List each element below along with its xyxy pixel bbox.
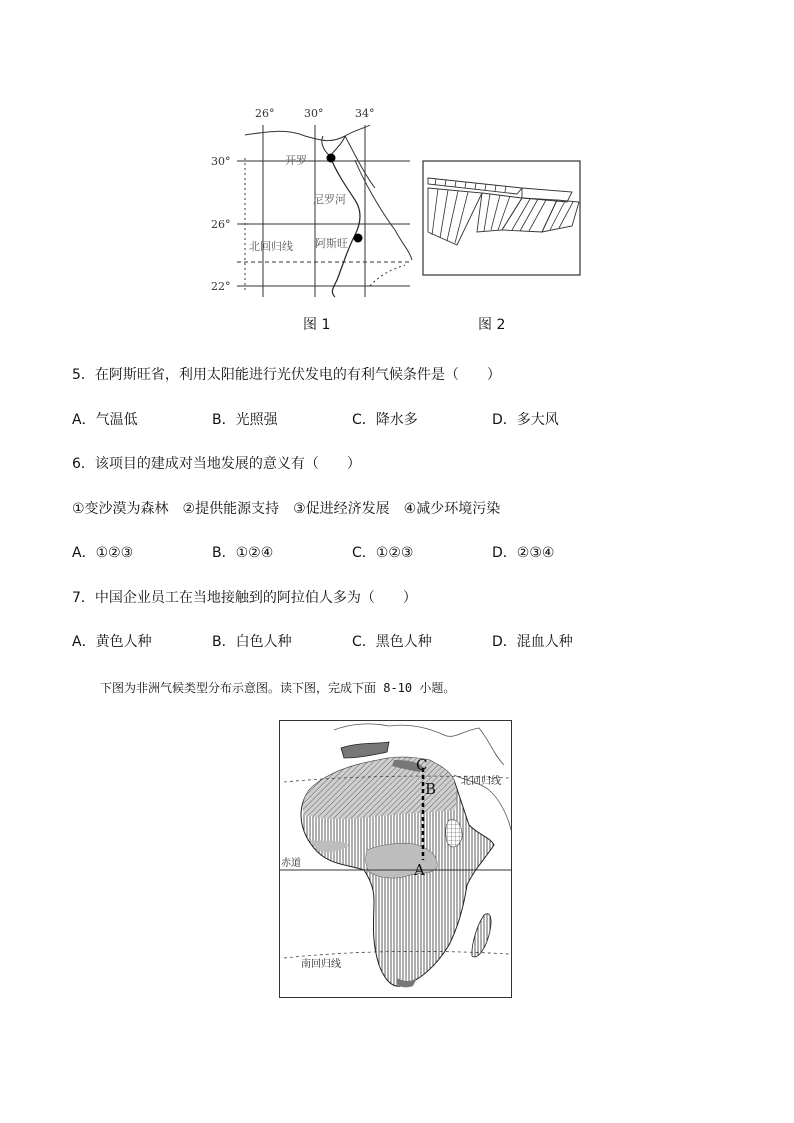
- lat-label-30: 30°: [211, 155, 231, 168]
- equator-label: 赤道: [281, 858, 301, 869]
- figure2-solar-panels: [422, 160, 582, 277]
- q5-option-b[interactable]: B．光照强: [212, 412, 278, 428]
- red-sea-coast: [355, 160, 412, 260]
- sinai-coast: [345, 136, 375, 188]
- lon-label-26: 26°: [255, 107, 275, 120]
- south-border: [370, 265, 405, 286]
- graticule: [237, 125, 410, 297]
- q7-option-d[interactable]: D．混血人种: [492, 634, 573, 650]
- q6-option-a[interactable]: A．①②③: [72, 545, 134, 561]
- cairo-label: 开罗: [285, 154, 307, 167]
- tropic-label: 北回归线: [249, 240, 293, 253]
- q6-statements: ①变沙漠为森林 ②提供能源支持 ③促进经济发展 ④减少环境污染: [72, 501, 501, 517]
- q7-option-b[interactable]: B．白色人种: [212, 634, 292, 650]
- point-a-label: A: [414, 861, 425, 879]
- lon-label-30: 30°: [304, 107, 324, 120]
- figure2-caption: 图 2: [478, 317, 506, 333]
- q5-option-c[interactable]: C．降水多: [352, 412, 418, 428]
- aswan-marker: [354, 234, 363, 243]
- q6-option-c[interactable]: C．①②③: [352, 545, 414, 561]
- q7-option-a[interactable]: A．黄色人种: [72, 634, 152, 650]
- point-c-label: C: [416, 756, 428, 774]
- cairo-marker: [327, 154, 336, 163]
- q6-stem: 6．该项目的建成对当地发展的意义有（ ）: [72, 456, 361, 472]
- figure1-caption: 图 1: [303, 317, 331, 333]
- nile-delta-west: [322, 136, 330, 156]
- aswan-label: 阿斯旺: [315, 237, 348, 250]
- nile-river: [330, 156, 360, 297]
- q5-option-a[interactable]: A．气温低: [72, 412, 138, 428]
- north-coast: [245, 125, 370, 141]
- lat-label-26: 26°: [211, 218, 231, 231]
- lon-label-34: 34°: [355, 107, 375, 120]
- tropic-south-label: 南回归线: [301, 959, 341, 970]
- q5-option-d[interactable]: D．多大风: [492, 412, 559, 428]
- q7-stem: 7．中国企业员工在当地接触到的阿拉伯人多为（ ）: [72, 590, 417, 606]
- intro-questions-8-10: 下图为非洲气候类型分布示意图。读下图，完成下面 8-10 小题。: [100, 681, 456, 695]
- lat-label-22: 22°: [211, 280, 231, 293]
- q5-stem: 5．在阿斯旺省，利用太阳能进行光伏发电的有利气候条件是（ ）: [72, 367, 501, 383]
- q6-option-b[interactable]: B．①②④: [212, 545, 274, 561]
- point-b-label: B: [425, 780, 437, 798]
- nile-label: 尼罗河: [313, 193, 346, 206]
- figure1-map: [205, 100, 420, 300]
- tropic-north-label: 北回归线: [461, 776, 501, 787]
- africa-climate-map: [279, 720, 512, 998]
- q6-option-d[interactable]: D．②③④: [492, 545, 555, 561]
- q7-option-c[interactable]: C．黑色人种: [352, 634, 432, 650]
